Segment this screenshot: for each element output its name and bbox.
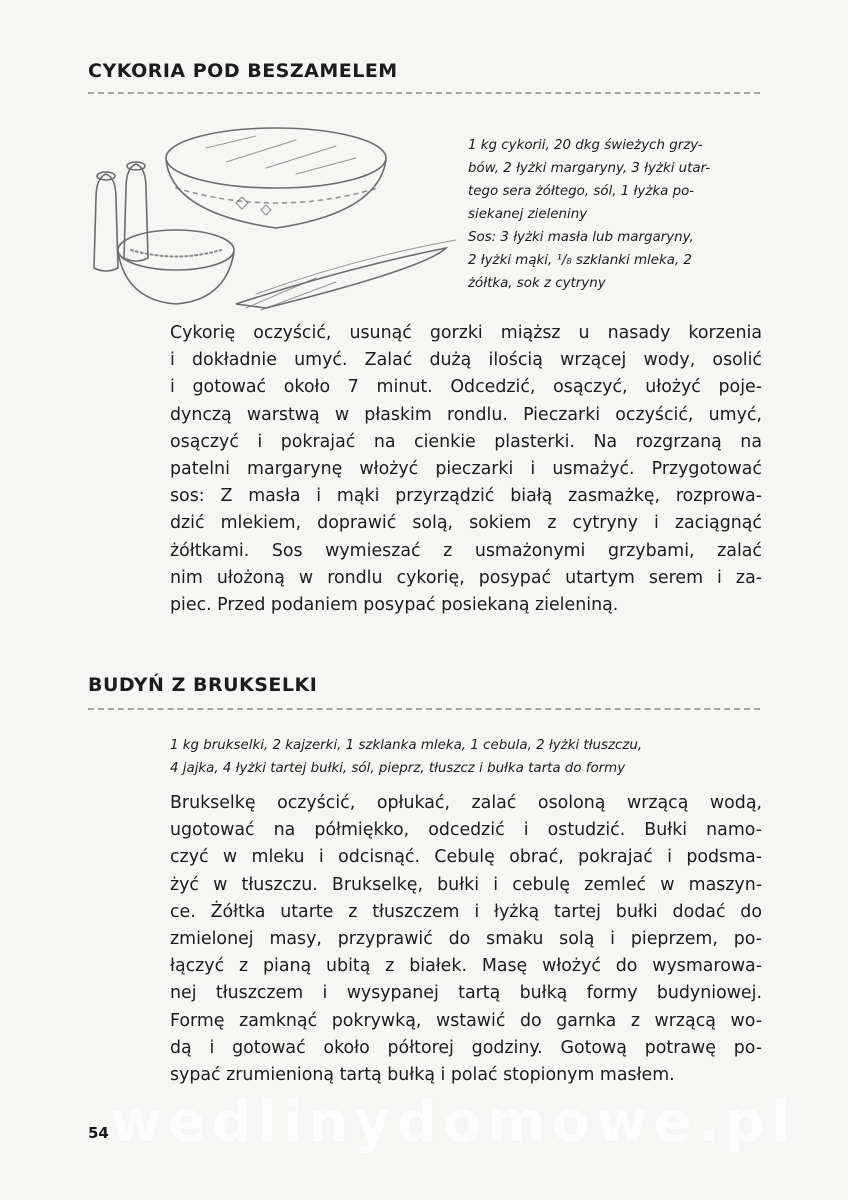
- method-line: i dokładnie umyć. Zalać dużą ilością wrzącej wody, osolić: [170, 350, 762, 371]
- method-line: zmielonej masy, przyprawić do smaku solą i pieprzem, po-: [170, 929, 762, 950]
- recipe-title: BUDYŃ Z BRUKSELKI: [88, 674, 318, 696]
- ingredients-line: 4 jajka, 4 łyżki tartej bułki, sól, pieprz, tłuszcz i bułka tarta do formy: [170, 761, 626, 776]
- ingredients-line: tego sera żółtego, sól, 1 łyżka po-: [468, 184, 695, 199]
- title-divider: [88, 92, 760, 94]
- recipe-title: CYKORIA POD BESZAMELEM: [88, 60, 398, 82]
- method-line: żółtkami. Sos wymieszać z usmażonymi grzybami, zalać: [170, 540, 762, 561]
- method-line: piec. Przed podaniem posypać posiekaną zieleniną.: [170, 595, 619, 616]
- method-line: i gotować około 7 minut. Odcedzić, osączyć, ułożyć poje-: [170, 377, 762, 398]
- ingredients-line: żółtka, sok z cytryny: [468, 276, 606, 291]
- method-line: sypać zrumienioną tartą bułką i polać stopionym masłem.: [170, 1065, 675, 1086]
- method-line: łączyć z pianą ubitą z białek. Masę włożyć do wysmarowa-: [170, 956, 762, 977]
- ingredients-line: bów, 2 łyżki margaryny, 3 łyżki utar-: [468, 161, 711, 176]
- method-line: ugotować na półmiękko, odcedzić i ostudzić. Bułki namo-: [170, 820, 762, 841]
- ingredients-line: 1 kg brukselki, 2 kajzerki, 1 szklanka mleka, 1 cebula, 2 łyżki tłuszczu,: [170, 738, 643, 753]
- method-line: czyć w mleku i odcisnąć. Cebulę obrać, pokrajać i podsma-: [170, 847, 762, 868]
- ingredients-line: Sos: 3 łyżki masła lub margaryny,: [468, 230, 694, 245]
- method-line: nej tłuszczem i wysypanej tartą bułką formy budyniowej.: [170, 983, 762, 1004]
- method-line: dą i gotować około półtorej godziny. Gotową potrawę po-: [170, 1037, 762, 1058]
- method-line: dynczą warstwą w płaskim rondlu. Pieczarki oczyścić, umyć,: [170, 404, 762, 425]
- method-line: osączyć i pokrajać na cienkie plasterki. Na rozgrzaną na: [170, 431, 762, 452]
- title-divider: [88, 708, 760, 710]
- method-line: patelni margarynę włożyć pieczarki i usmażyć. Przygotować: [170, 459, 762, 480]
- recipe-ingredients: [170, 734, 642, 780]
- method-line: Formę zamknąć pokrywką, wstawić do garnka z wrzącą wo-: [170, 1010, 762, 1031]
- method-line: Cykorię oczyścić, usunąć gorzki miąższ u nasady korzenia: [170, 323, 762, 343]
- method-line: żyć w tłuszczu. Brukselkę, bułki i cebulę zemleć w maszyn-: [170, 874, 762, 895]
- method-line: nim ułożoną w rondlu cykorię, posypać utartym serem i za-: [170, 567, 762, 588]
- method-line: sos: Z masła i mąki przyrządzić białą zasmażkę, rozprowa-: [170, 486, 762, 507]
- recipe-method: [170, 790, 762, 1089]
- ingredients-line: siekanej zieleniny: [468, 207, 588, 222]
- ingredients-line: 2 łyżki mąki, ¹/₈ szklanki mleka, 2: [468, 253, 692, 268]
- recipe-ingredients: [468, 134, 710, 295]
- ingredients-line: 1 kg cykorii, 20 dkg świeżych grzy-: [468, 138, 703, 153]
- method-line: Brukselkę oczyścić, opłukać, zalać osoloną wrzącą wodą,: [170, 793, 762, 813]
- chicory-dish-illustration: [86, 118, 466, 318]
- page-number: 54: [88, 1124, 109, 1142]
- watermark: wedlinydomowe.pl: [110, 1090, 797, 1155]
- method-line: dzić mlekiem, doprawić solą, sokiem z cytryny i zaciągnąć: [170, 513, 762, 534]
- method-line: ce. Żółtka utarte z tłuszczem i łyżką tartej bułki dodać do: [170, 901, 762, 922]
- recipe-method: [170, 320, 762, 619]
